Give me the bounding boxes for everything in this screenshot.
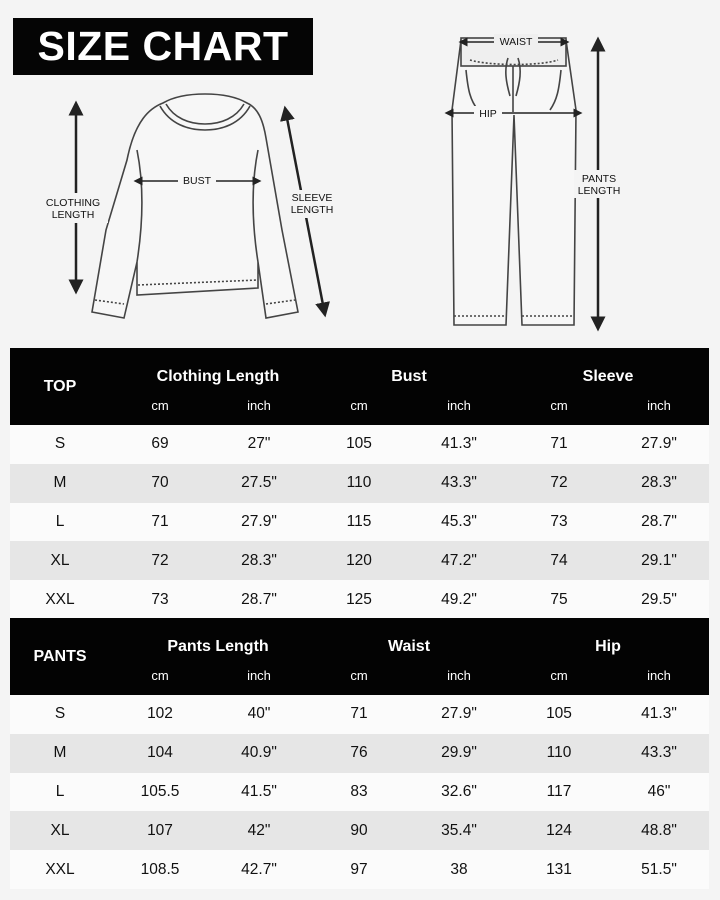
measurement-cell: 73: [151, 590, 169, 608]
measurement-cell: 105: [346, 435, 372, 453]
measurement-cell: 43.3": [641, 744, 677, 762]
measurement-cell: 27.9": [441, 705, 477, 723]
measurement-cell: 75: [550, 590, 568, 608]
table-row: [10, 811, 709, 850]
measurement-cell: 40.9": [241, 744, 277, 762]
measurement-cell: 40": [247, 705, 271, 723]
unit-header: inch: [647, 397, 671, 413]
table-category-label: TOP: [43, 377, 77, 395]
size-label-cell: XL: [50, 821, 70, 839]
measurement-cell: 73: [550, 512, 568, 530]
unit-header: cm: [550, 667, 568, 683]
measurement-cell: 29.1": [641, 551, 677, 569]
size-label-cell: L: [55, 782, 65, 800]
measurement-cell: 74: [550, 551, 568, 569]
measurement-cell: 46": [647, 782, 671, 800]
measurement-cell: 125: [346, 590, 372, 608]
table-row: [10, 503, 709, 542]
measurement-cell: 32.6": [441, 782, 477, 800]
unit-header: inch: [447, 397, 471, 413]
measurement-cell: 71: [350, 705, 368, 723]
clothing-length-label-line2: LENGTH: [51, 209, 95, 221]
unit-header: cm: [350, 667, 368, 683]
measurement-cell: 108.5: [140, 860, 180, 878]
unit-header: inch: [447, 667, 471, 683]
measurement-group-header: Waist: [387, 638, 431, 655]
unit-header: inch: [247, 397, 271, 413]
table-row: [10, 773, 709, 812]
table-row: [10, 464, 709, 503]
table-header: [10, 618, 709, 695]
top-garment-icon: [92, 94, 298, 318]
size-label-cell: XL: [50, 551, 70, 569]
measurement-cell: 28.7": [641, 512, 677, 530]
measurement-cell: 35.4": [441, 821, 477, 839]
size-label-cell: L: [55, 512, 65, 530]
unit-header: inch: [247, 667, 271, 683]
sleeve-length-label-line1: SLEEVE: [291, 192, 333, 204]
measurement-cell: 27.9": [641, 435, 677, 453]
size-chart-title: SIZE CHART: [13, 18, 313, 75]
measurement-cell: 41.3": [441, 435, 477, 453]
measurement-cell: 105: [546, 705, 572, 723]
pants-garment-icon: [452, 38, 576, 325]
size-label-cell: S: [54, 705, 66, 723]
bust-label: BUST: [182, 175, 212, 187]
table-row: [10, 850, 709, 889]
measurement-cell: 51.5": [641, 860, 677, 878]
measurement-cell: 42.7": [241, 860, 277, 878]
measurement-cell: 76: [350, 744, 368, 762]
measurement-group-header: Pants Length: [167, 638, 269, 655]
measurement-cell: 72: [151, 551, 169, 569]
measurement-cell: 27.9": [241, 512, 277, 530]
measurement-cell: 97: [350, 860, 368, 878]
measurement-cell: 83: [350, 782, 368, 800]
measurement-group-header: Bust: [391, 368, 427, 385]
measurement-cell: 29.5": [641, 590, 677, 608]
clothing-length-label-line1: CLOTHING: [45, 197, 101, 209]
sleeve-length-label-line2: LENGTH: [290, 204, 334, 216]
measurement-cell: 71: [151, 512, 169, 530]
size-label-cell: XXL: [45, 590, 75, 608]
measurement-cell: 42": [247, 821, 271, 839]
measurement-cell: 47.2": [441, 551, 477, 569]
size-label-cell: M: [53, 744, 67, 762]
measurement-cell: 115: [346, 512, 372, 530]
measurement-cell: 48.8": [641, 821, 677, 839]
pants-length-label-line2: LENGTH: [577, 185, 621, 197]
size-label-cell: M: [53, 474, 67, 492]
table-row: [10, 541, 709, 580]
measurement-cell: 107: [147, 821, 173, 839]
waist-label: WAIST: [499, 36, 533, 48]
measurement-cell: 124: [546, 821, 572, 839]
measurement-cell: 104: [147, 744, 173, 762]
table-category-label: PANTS: [33, 647, 87, 665]
measurement-cell: 43.3": [441, 474, 477, 492]
measurement-cell: 69: [151, 435, 169, 453]
size-label-cell: S: [54, 435, 66, 453]
hip-label: HIP: [479, 108, 497, 120]
table-row: [10, 734, 709, 773]
measurement-cell: 41.3": [641, 705, 677, 723]
measurement-cell: 28.7": [241, 590, 277, 608]
unit-header: inch: [647, 667, 671, 683]
measurement-cell: 27": [247, 435, 271, 453]
measurement-cell: 29.9": [441, 744, 477, 762]
measurement-cell: 110: [546, 744, 572, 762]
measurement-cell: 28.3": [241, 551, 277, 569]
measurement-group-header: Hip: [595, 638, 621, 655]
pants-size-table: [10, 618, 709, 889]
unit-header: cm: [151, 667, 169, 683]
measurement-cell: 70: [151, 474, 169, 492]
measurement-cell: 45.3": [441, 512, 477, 530]
measurement-cell: 71: [550, 435, 568, 453]
measurement-group-header: Clothing Length: [156, 368, 280, 385]
table-row: [10, 580, 709, 619]
top-size-table: [10, 348, 709, 619]
pants-length-label-line1: PANTS: [581, 173, 617, 185]
garment-illustration: [0, 0, 720, 345]
measurement-cell: 131: [546, 860, 572, 878]
measurement-cell: 105.5: [140, 782, 180, 800]
measurement-cell: 27.5": [241, 474, 277, 492]
measurement-cell: 120: [346, 551, 372, 569]
measurement-group-header: Sleeve: [582, 368, 634, 385]
measurement-cell: 72: [550, 474, 568, 492]
measurement-cell: 38: [450, 860, 468, 878]
measurement-cell: 102: [147, 705, 173, 723]
table-row: [10, 695, 709, 734]
table-row: [10, 425, 709, 464]
measurement-cell: 28.3": [641, 474, 677, 492]
measurement-cell: 41.5": [241, 782, 277, 800]
measurement-cell: 90: [350, 821, 368, 839]
measurement-cell: 49.2": [441, 590, 477, 608]
size-label-cell: XXL: [45, 860, 75, 878]
measurement-cell: 117: [546, 782, 572, 800]
unit-header: cm: [350, 397, 368, 413]
unit-header: cm: [550, 397, 568, 413]
unit-header: cm: [151, 397, 169, 413]
table-header: [10, 348, 709, 425]
measurement-cell: 110: [346, 474, 372, 492]
